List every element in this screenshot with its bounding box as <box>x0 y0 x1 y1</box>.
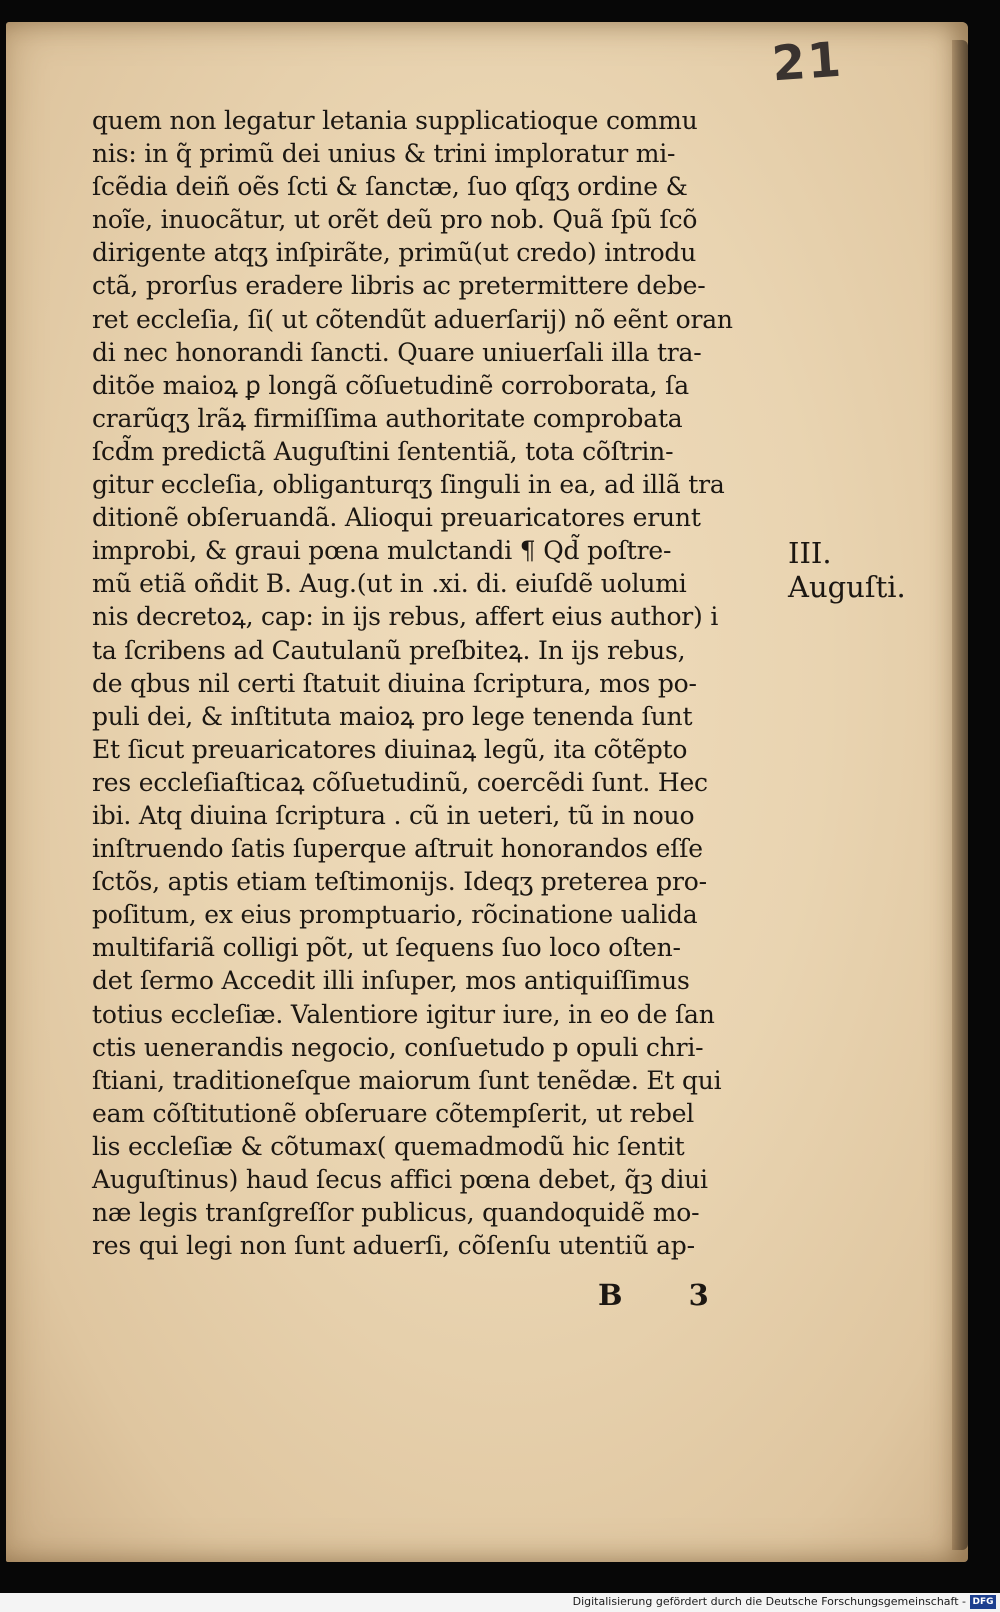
text-line: lis eccleſiæ & cõtumax( quemadmodũ hic ſentit <box>92 1131 685 1161</box>
text-line: ſcẽdia deiñ oẽs ſcti & ſanctæ, ſuo qſqʒ ordine & <box>92 172 688 202</box>
page-edge-shadow <box>952 40 968 1550</box>
text-line: de qbus nil certi ſtatuit diuina ſcriptura, mos po- <box>92 668 697 698</box>
text-line: ſctõs, aptis etiam teſtimonijs. Ideqʒ preterea pro- <box>92 867 707 897</box>
text-line: res eccleſiaſticaꝝ cõſuetudinũ, coercẽdi ſunt. Hec <box>92 767 708 797</box>
text-line: inſtruendo ſatis ſuperque aſtruit honorandos eſſe <box>92 834 703 864</box>
text-line: ctã, prorſus eradere libris ac pretermittere debe- <box>92 271 706 301</box>
text-line: res qui legi non ſunt aduerſi, cõſenſu utentiũ ap- <box>92 1231 695 1261</box>
text-line: ſcd̃m predictã Auguſtini ſententiã, tota cõſtrin- <box>92 436 674 466</box>
text-line: multifariã colligi põt, ut ſequens ſuo loco oſten- <box>92 933 681 963</box>
text-line: dirigente atqʒ inſpirãte, primũ(ut credo) introdu <box>92 238 697 268</box>
marginal-note-line: Auguſti. <box>788 570 906 604</box>
text-line: eam cõſtitutionẽ obſeruare cõtempſerit, ut rebel <box>92 1098 695 1128</box>
text-line: Auguſtinus) haud ſecus affici pœna debet, q̃ꝫ diui <box>92 1165 708 1194</box>
text-line: ditionẽ obſeruandã. Alioqui preuaricatores erunt <box>92 503 701 533</box>
text-line: ibi. Atq diuina ſcriptura . cũ in ueteri, tũ in nouo <box>92 800 695 830</box>
text-line: ſtiani, traditioneſque maiorum ſunt tenẽdæ. Et qui <box>92 1065 722 1095</box>
signature-mark: B 3 <box>598 1278 737 1312</box>
text-line: mũ etiã oñdit B. Aug.(ut in .xi. di. eiuſdẽ uolumi <box>92 569 687 599</box>
text-line: nis: in q̃ primũ dei unius & trini imploratur mi- <box>92 139 676 169</box>
folio-number: 21 <box>770 31 845 93</box>
marginal-note <box>788 536 906 604</box>
text-line: improbi, & graui pœna mulctandi ¶ Qd̃ poſtre- <box>92 536 672 566</box>
page-body-text <box>92 104 772 1262</box>
text-line: Et ſicut preuaricatores diuinaꝝ legũ, ita cõtẽpto <box>92 734 688 764</box>
text-line: ta ſcribens ad Cautulanũ preſbiteꝝ. In ijs rebus, <box>92 635 686 665</box>
text-line: di nec honorandi ſancti. Quare uniuerſali illa tra- <box>92 337 702 367</box>
text-line: ret eccleſia, ſi( ut cõtendũt aduerſarij) nõ eẽnt oran <box>92 304 733 334</box>
text-line: gitur eccleſia, obliganturqʒ ſinguli in ea, ad illã tra <box>92 470 725 500</box>
text-line: quem non legatur letania supplicatioque commu <box>92 106 698 135</box>
text-line: næ legis tranſgreſſor publicus, quandoquidẽ mo- <box>92 1198 700 1228</box>
text-line: nis decretoꝝ, cap: in ijs rebus, affert eius author) i <box>92 602 719 632</box>
text-line: puli dei, & inſtituta maioꝝ pro lege tenenda ſunt <box>92 701 693 731</box>
digitization-credit: Digitalisierung gefördert durch die Deutsche Forschungsgemeinschaft - <box>572 1595 966 1608</box>
dfg-logo: DFG <box>970 1595 996 1609</box>
text-line: noĩe, inuocãtur, ut orẽt deũ pro nob. Quã ſpũ ſcõ <box>92 205 698 235</box>
marginal-note-line: III. <box>788 536 832 570</box>
text-line: det ſermo Accedit illi inſuper, mos antiquiſſimus <box>92 966 690 996</box>
text-line: totius eccleſiæ. Valentiore igitur iure, in eo de ſan <box>92 999 715 1029</box>
text-line: ctis uenerandis negocio, conſuetudo p opuli chri- <box>92 1032 704 1062</box>
text-line: crarũqʒ lrãꝝ firmiſſima authoritate comprobata <box>92 403 683 433</box>
text-line: ditõe maioꝝ ꝑ longã cõſuetudinẽ corroborata, ſa <box>92 370 689 400</box>
text-line: poſitum, ex eius promptuario, rõcinatione ualida <box>92 900 698 930</box>
